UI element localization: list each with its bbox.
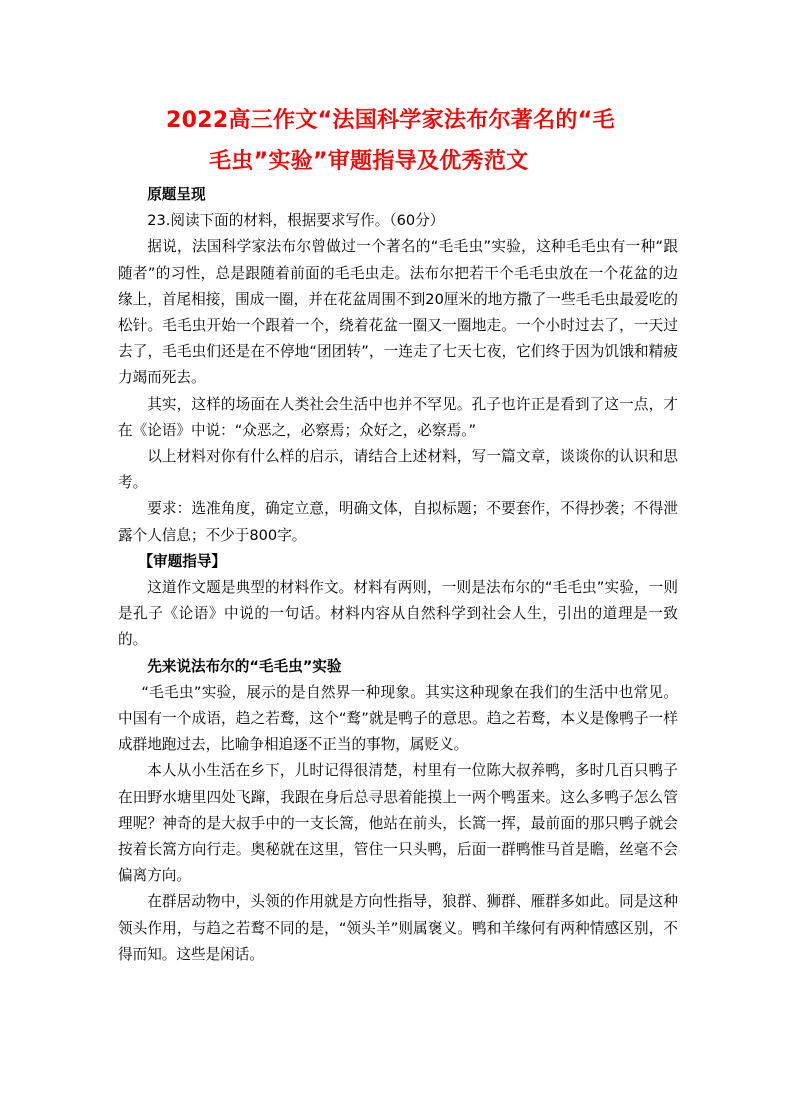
subheading-fabre-experiment: 先来说法布尔的“毛毛虫”实验 — [147, 657, 342, 675]
material-paragraph-2: 其实，这样的场面在人类社会生活中也并不罕见。孔子也许正是看到了这一点，才在《论语》中说：“众恶之，必察焉；众好之，必察焉。” — [118, 395, 678, 439]
material-paragraph-1: 据说，法国科学家法布尔曾做过一个著名的“毛毛虫”实验，这种毛毛虫有一种“跟随者”的习性，总是跟随着前面的毛毛虫走。法布尔把若干个毛毛虫放在一个花盆的边缘上，首尾相接，围成一圈，并在花盆周围不到20厘米的地方撒了一些毛毛虫最爱吃的松针。毛毛虫开始一个跟着一个，绕着花盆一圈又一圈地走。一个小时过去了，一天过去了，毛毛虫们还是在不停地“团团转”，一连走了七天七夜，它们终于因为饥饿和精疲力竭而死去。 — [118, 238, 678, 387]
analysis-paragraph-3: 在群居动物中，头领的作用就是方向性指导，狼群、狮群、雁群多如此。同是这种领头作用，与趋之若鹜不同的是，“领头羊”则属褒义。鸭和羊缘何有两种情感区别，不得而知。这些是闲话。 — [118, 893, 678, 963]
title-line-2: 毛虫”实验”审题指导及优秀范文 — [209, 149, 529, 174]
section-heading-guidance: 【审题指导】 — [138, 552, 227, 570]
document-body — [118, 182, 678, 968]
question-prompt: 23.阅读下面的材料，根据要求写作。（60分） — [147, 212, 445, 230]
title-line-1: 2022高三作文“法国科学家法布尔著名的“毛 — [166, 108, 615, 133]
document-title — [118, 100, 678, 182]
section-heading-original: 原题呈现 — [147, 186, 206, 203]
requirements-paragraph: 要求：选准角度，确定立意，明确文体，自拟标题；不要套作，不得抄袭；不得泄露个人信息；不少于800字。 — [118, 500, 678, 544]
analysis-paragraph-2: 本人从小生活在乡下，儿时记得很清楚，村里有一位陈大叔养鸭，多时几百只鸭子在田野水塘里四处飞蹿，我跟在身后总寻思着能摸上一两个鸭蛋来。这么多鸭子怎么管理呢？神奇的是大叔手中的一支长篙，他站在前头，长篙一挥，最前面的那只鸭子就会按着长篙方向行走。奥秘就在这里，管住一只头鸭，后面一群鸭惟马首是瞻，丝毫不会偏离方向。 — [118, 762, 678, 885]
analysis-paragraph-1: “毛毛虫”实验，展示的是自然界一种现象。其实这种现象在我们的生活中也常见。中国有一个成语，趋之若鹜，这个“鹜”就是鸭子的意思。趋之若鹜，本义是像鸭子一样成群地跑过去，比喻争相追逐不正当的事物，属贬义。 — [118, 683, 678, 754]
material-paragraph-3: 以上材料对你有什么样的启示，请结合上述材料，写一篇文章，谈谈你的认识和思考。 — [118, 448, 678, 492]
guidance-paragraph: 这道作文题是典型的材料作文。材料有两则，一则是法布尔的“毛毛虫”实验，一则是孔子《论语》中说的一句话。材料内容从自然科学到社会人生，引出的道理是一致的。 — [118, 579, 678, 649]
